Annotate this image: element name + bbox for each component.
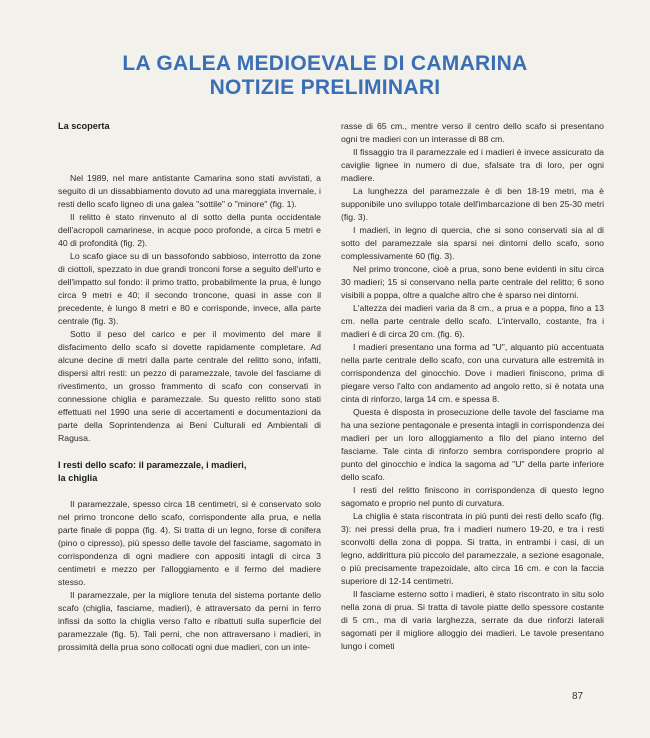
page-number: 87 bbox=[572, 691, 584, 702]
paragraph: Il paramezzale, spesso circa 18 centimetri, si è conservato solo nel primo troncone dello scafo, corrispondente alla prua, e nella parte finale di poppa (fig. 4). Si tratta di un legno, forse di conifera (pino o cipresso), più spesso delle tavole del fasciame, sagomato in corrispondenza di ogni madiere con appositi intagli di circa 3 centimetri e mezzo per l'alloggiamento e il fermo del madiere stesso. bbox=[58, 499, 321, 587]
paragraph: Il relitto è stato rinvenuto al di sotto della punta occidentale dell'acropoli camarinese, in acque poco profonde, a circa 5 metri e 40 di profondità (fig. 2). bbox=[58, 212, 321, 248]
paragraph: L'altezza dei madieri varia da 8 cm., a prua e a poppa, fino a 13 cm. nella parte centrale dello scafo. L'intervallo, costante, fra i madieri è di circa 20 cm. (fig. 6). bbox=[341, 303, 604, 339]
title-line-1: LA GALEA MEDIOEVALE DI CAMARINA bbox=[122, 52, 528, 75]
paragraph: Il fasciame esterno sotto i madieri, è stato riscontrato in situ solo nella zona di prua. Si tratta di tavole piatte dello spessore costante di 5 cm., ma di varia larghezza, serrate da due rinforzi laterali sagomati per il migliore alloggio dei madieri. Le tavole presentano lungo i cometi bbox=[341, 589, 604, 651]
paragraph: La lunghezza del paramezzale è di ben 18-19 metri, ma è supponibile uno sviluppo totale dell'imbarcazione di ben 25-30 metri (fig. 3). bbox=[341, 186, 604, 222]
paragraph: Lo scafo giace su di un bassofondo sabbioso, interrotto da zone di ciottoli, spezzato in due grandi tronconi forse a seguito dell'urto e dell'impatto sul fondo: il primo tratto, probabilmente la prua, è lungo circa 9 metri e 40; il secondo troncone, quasi in asse con il precedente, è lungo 8 metri e 80 e corrisponde, invece, alla parte centrale (fig. 3). bbox=[58, 251, 321, 326]
paragraph: Il fissaggio tra il paramezzale ed i madieri è invece assicurato da caviglie lignee in numero di due, sfalsate tra di loro, per ogni madiere. bbox=[341, 147, 604, 183]
title-line-2: NOTIZIE PRELIMINARI bbox=[209, 76, 441, 99]
paragraph: I madieri presentano una forma ad "U", alquanto più accentuata nella parte centrale dello scafo, con una curvatura alle estremità in corrispondenza del ginocchio. Dove i madieri finiscono, prima di piegare verso l'alto con andamento ad angolo retto, si è notata una cinta di rinforzo, larga 14 cm. e spessa 8. bbox=[341, 342, 604, 404]
section-heading-resti bbox=[58, 459, 321, 485]
section-heading-scoperta: La scoperta bbox=[58, 121, 110, 131]
right-column bbox=[341, 120, 604, 653]
paragraph: Questa è disposta in prosecuzione delle tavole del fasciame ma ha una sezione pentagonale e presenta intagli in corrispondenza dei madieri per un loro alloggiamento a filo del piano interno del fasciame. Tale cinta di rinforzo sembra corrispondere proprio al punto del ginocchio e indica la sagoma ad "U" della parte inferiore dello scafo. bbox=[341, 407, 604, 482]
paragraph: rasse di 65 cm., mentre verso il centro dello scafo si presentano ogni tre madieri con un interasse di 88 cm. bbox=[341, 121, 604, 144]
paragraph: I madieri, in legno di quercia, che si sono conservati sia al di sotto del paramezzale sia sparsi nei dintorni dello scafo, sono complessivamente 60 (fig. 3). bbox=[341, 225, 604, 261]
section-heading-line: la chiglia bbox=[58, 473, 98, 483]
paragraph: Sotto il peso del carico e per il movimento del mare il disfacimento dello scafo si dovette rapidamente completare. Ad alcune decine di metri dalla parte centrale del relitto sono, infatti, dispersi altri resti: un pezzo di paramezzale, tavole del fasciame di rivestimento, un grosso frammento di scafo con conservati in connessione chiglia e paramezzale. Su questo relitto sono stati effettuati nel 1990 una serie di accertamenti e documentazioni da parte della Soprintendenza ai Beni Culturali ed Ambientali di Ragusa. bbox=[58, 329, 321, 443]
left-column bbox=[58, 120, 321, 654]
paragraph: Nel primo troncone, cioè a prua, sono bene evidenti in situ circa 30 madieri; 15 si conservano nella parte centrale del relitto; 6 sono visibili a poppa, oltre a qualche altro che è sparso nei dintorni. bbox=[341, 264, 604, 300]
paragraph: Il paramezzale, per la migliore tenuta del sistema portante dello scafo (chiglia, fasciame, madieri), è attraversato da perni in ferro infissi da sotto la chiglia verso l'alto e ribattuti sulla superficie del paramezzale (fig. 5). Tali perni, che non attraversano i madieri, in prossimità della prua sono collocati ogni due madieri, con un inte- bbox=[58, 590, 321, 652]
paragraph: I resti del relitto finiscono in corrispondenza di questo legno sagomato e proprio nel punto di curvatura. bbox=[341, 485, 604, 508]
page-title bbox=[0, 52, 650, 100]
paragraph: La chiglia è stata riscontrata in più punti dei resti dello scafo (fig. 3): nei pressi della prua, fra i madieri numero 19-20, e tra i resti sconvolti della zona di poppa. Si tratta, in entrambi i casi, di un legno, addirittura più piccolo del paramezzale, a sezione esagonale, o più precisamente trapezoidale, alto circa 16 cm. e con la faccia superiore di 12-14 centimetri. bbox=[341, 511, 604, 586]
section-heading-line: I resti dello scafo: il paramezzale, i madieri, bbox=[58, 460, 247, 470]
paragraph: Nel 1989, nel mare antistante Camarina sono stati avvistati, a seguito di un dissabbiamento dovuto ad una mareggiata invernale, i resti dello scafo ligneo di una galea "sottile" o "minore" (fig. 1). bbox=[58, 173, 321, 209]
